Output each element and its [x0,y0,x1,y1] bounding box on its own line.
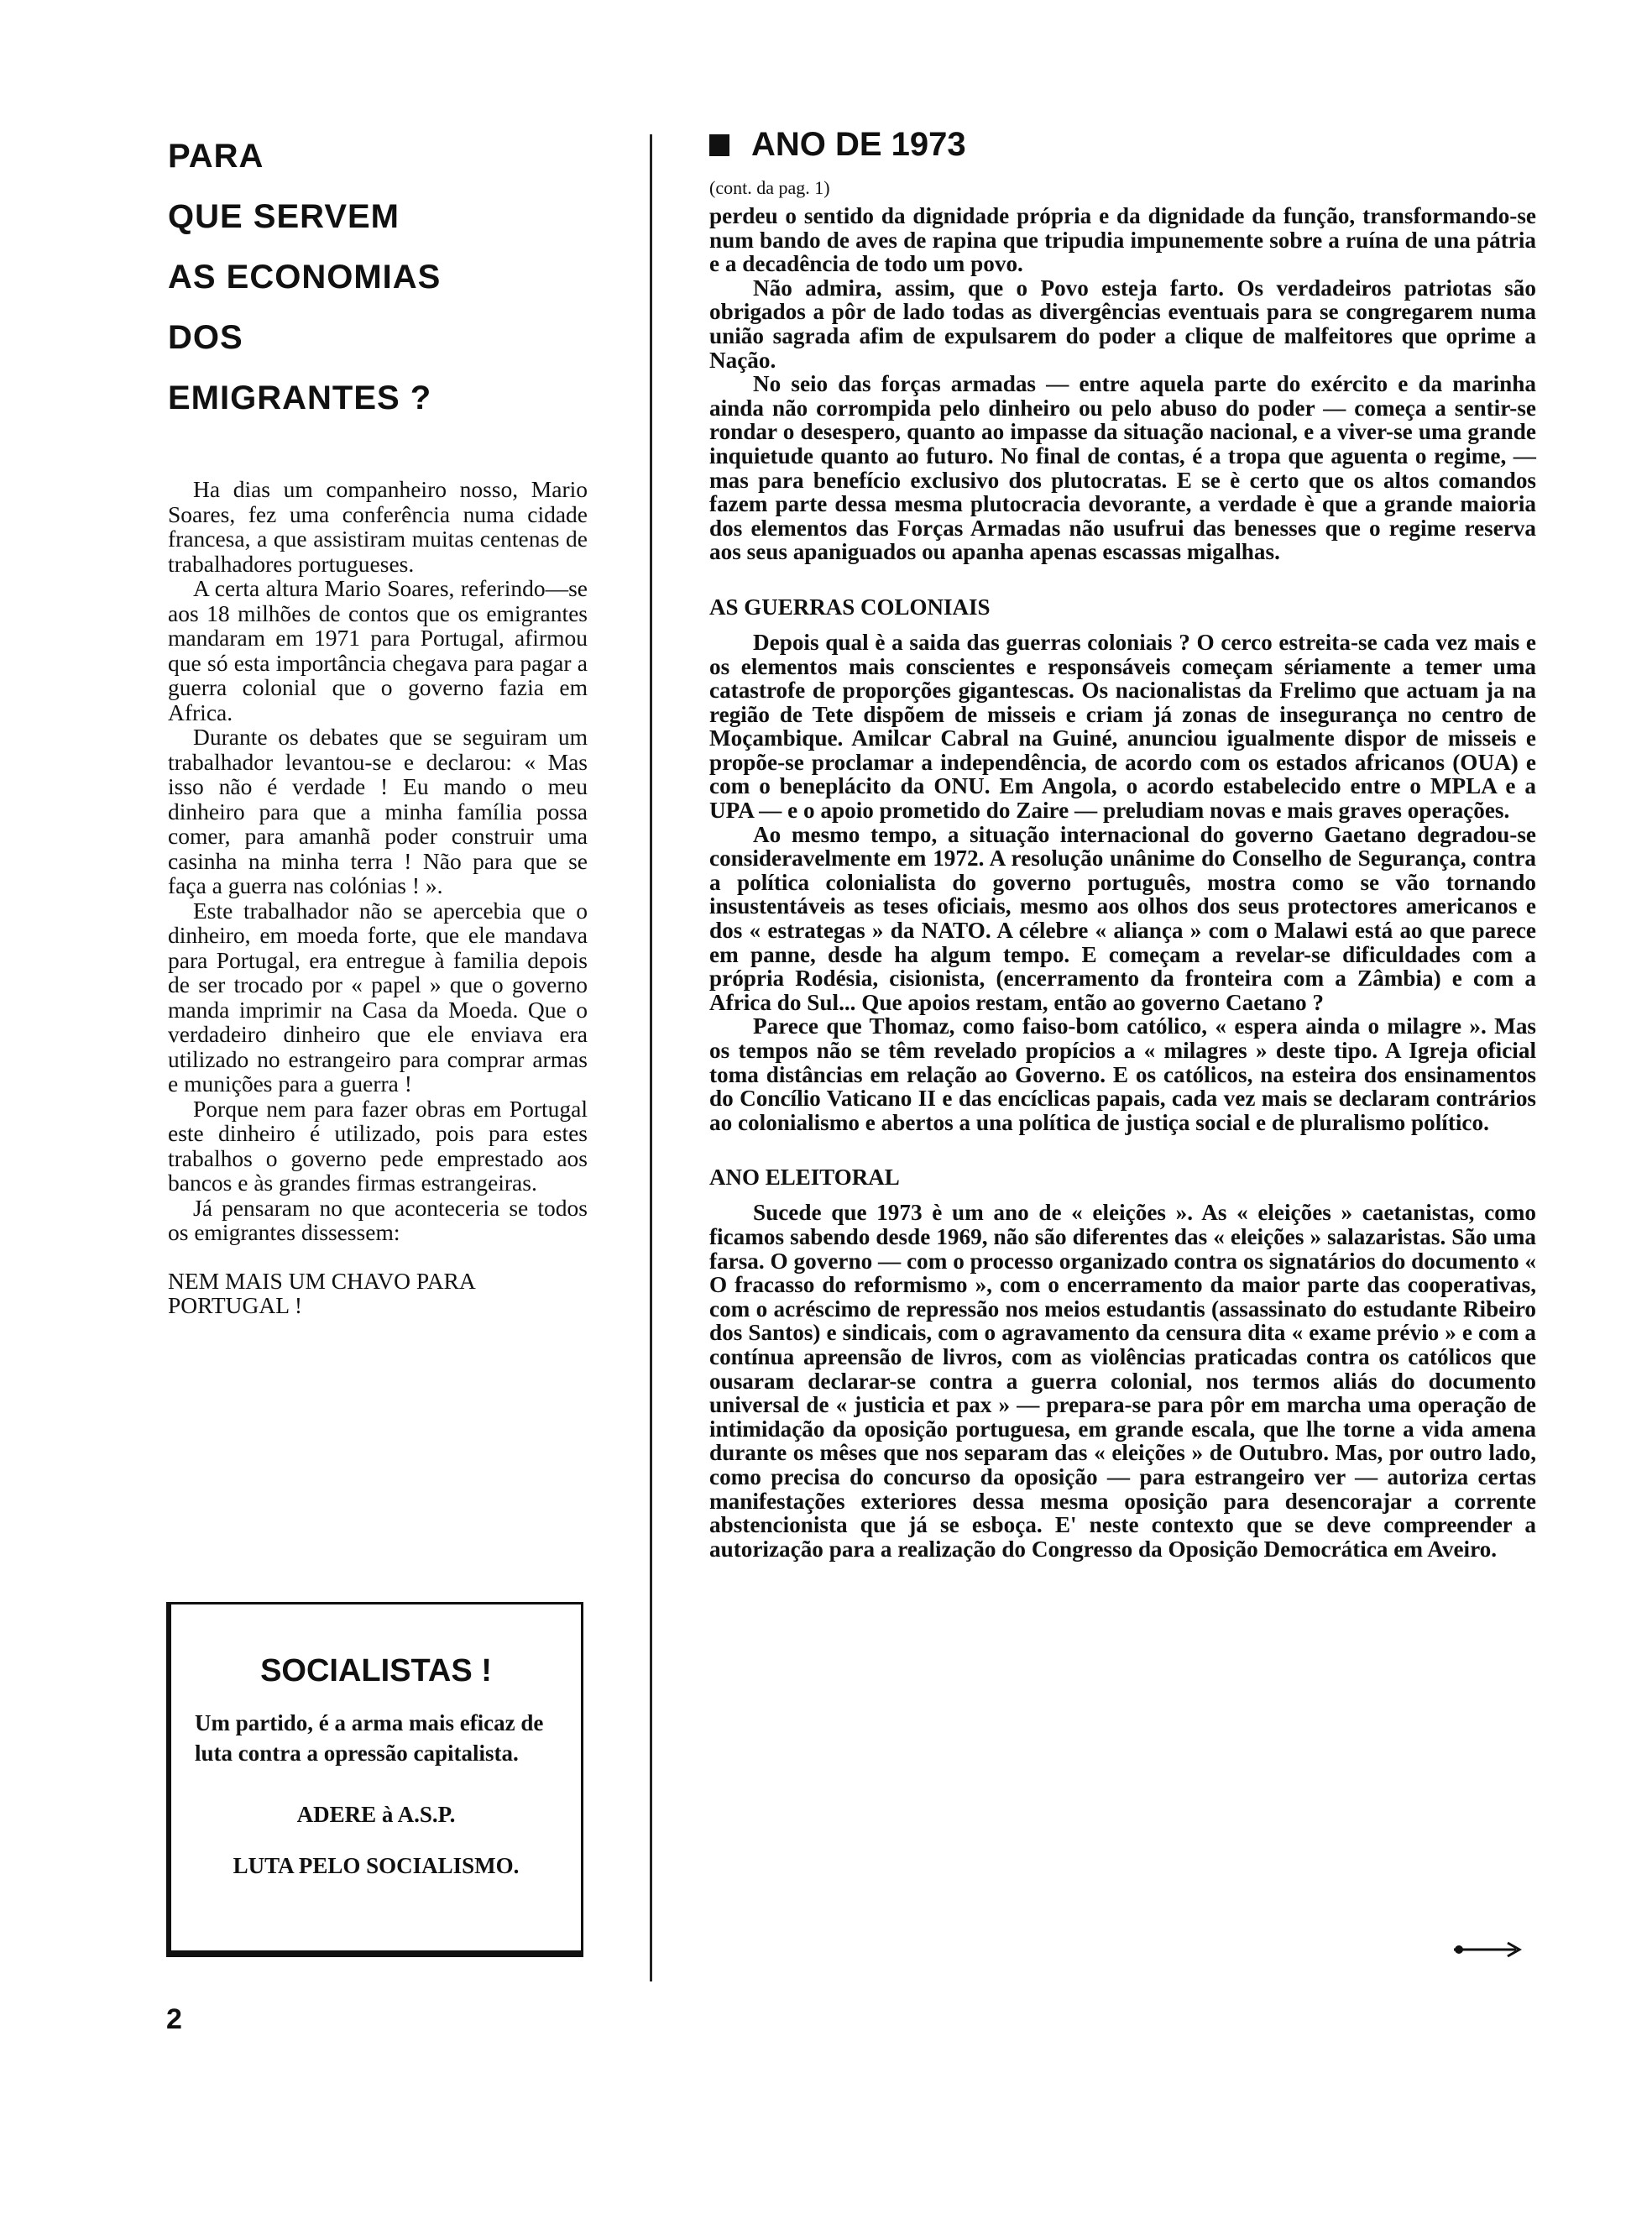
left-article-body [168,477,588,1318]
paragraph: A certa altura Mario Soares, referindo—se aos 18 milhões de contos que os emigrantes mandaram em 1971 para Portugal, afirmou que só esta importância chegava para pagar a guerra colonial que o governo fazia em Africa. [168,575,588,725]
paragraph: Ao mesmo tempo, a situação internacional do governo Gaetano degradou-se consideravelmente em 1972. A resolução unânime do Conselho de Segurança, contra a política colonialista do governo português, mostra como se vão tornando insustentáveis as teses oficiais, mesmo aos olhos dos seus protectores americanos e dos « estrategas » da NATO. A célebre « aliança » com o Malawi está ao que parece em panne, desde ha algum tempo. E começam a revelar-se dificuldades com a própria Rodésia, cisionista, (encerramento da fronteira com a Zâmbia) e com a Africa do Sul... Que apoios restam, então ao governo Caetano ? [709,821,1536,1015]
column-divider [650,134,652,1981]
paragraph: Depois qual è a saida das guerras coloniais ? O cerco estreita-se cada vez mais e os elementos mais conscientes e responsáveis começam sériamente a temer uma catastrofe de proporções gigantescas. Os nacionalistas da Frelimo que actuam ja na região de Tete dispõem de misseis e criam já zonas de insegurança no centro de Moçambique. Amilcar Cabral na Guiné, anunciou igualmente dispor de misseis e propõe-se proclamar a independência, de acordo com os estados africanos (OUA) e com o beneplácito da ONU. Em Angola, o acordo estabelecido entre o MPLA e a UPA — e o apoio prometido do Zaire — preludiam novas e mais graves operações. [709,629,1536,824]
continued-note: (cont. da pag. 1) [709,177,830,198]
section-heading: AS GUERRAS COLONIAIS [709,594,991,620]
paragraph: Ha dias um companheiro nosso, Mario Soares, fez uma conferência numa cidade francesa, a que assistiram muitas centenas de trabalhadores portugueses. [168,476,588,577]
square-bullet-icon [709,134,729,156]
socialistas-box [166,1602,583,1957]
paragraph: Parece que Thomaz, como faiso-bom católico, « espera ainda o milagre ». Mas os tempos não se têm revelado propícios a « milagres » deste tipo. A Igreja oficial toma distâncias em relação ao Governo. E os católicos, na esteira dos ensinamentos do Concílio Vaticano II e das encíclicas papais, cada vez mais se declaram contrários ao colonialismo e abertos a una política de justiça social e de pluralismo político. [709,1013,1536,1135]
paragraph: Porque nem para fazer obras em Portugal este dinheiro é utilizado, pois para estes trabalhos o governo pede emprestado aos bancos e às grandes firmas estrangeiras. [168,1095,588,1196]
paragraph: Este trabalhador não se apercebia que o dinheiro, em moeda forte, que ele mandava para Portugal, era entregue à familia depois de ser trocado por « papel » que o governo manda imprimir na Casa da Moeda. Que o verdadeiro dinheiro que ele enviava era utilizado no estrangeiro para comprar armas e munições para a guerra ! [168,897,588,1097]
page-number: 2 [166,2003,182,2035]
paragraph: Sucede que 1973 è um ano de « eleições ». As « eleições » caetanistas, como ficamos sabendo desde 1969, não são diferentes das « eleições » salazaristas. São uma farsa. O governo — com o processo organizado contra os signatários do documento « O fracasso do reformismo », com o encerramento da maior parte das cooperativas, com o acréscimo de repressão nos meios estudantis (assassinato do estudante Ribeiro dos Santos) e sindicais, com o agravamento da censura dita « exame prévio » e com a contínua apreensão de livros, com as violências praticadas contra os católicos que ousaram declarar-se contra a guerra colonial, nos termos aliás do documento universal de « justicia et pax » — prepara-se para pôr em marcha uma operação de intimidação da oposição portuguesa, em grande escala, que lhe torne a vida amena durante os mêses que nos separam das « eleições » de Outubro. Mas, por outro lado, como precisa do concurso da oposição — para estrangeiro ver — autoriza certas manifestações exteriores dessa mesma oposição para desencorajar a corrente abstencionista que já se esboça. E' neste contexto que se deve compreender a autorização para a realização do Congresso da Oposição Democrática em Aveiro. [709,1200,1536,1562]
left-column [168,126,588,1318]
headline-line: PARA [168,138,264,175]
box-title: SOCIALISTAS ! [260,1653,492,1688]
article-title [709,126,1536,164]
paragraph: Não admira, assim, que o Povo esteja farto. Os verdadeiros patriotas são obrigados a pôr de lado todas as divergências eventuais para se congregarem numa união sagrada afim de expulsarem do poder a clique de malfeitores que oprime a Nação. [709,275,1536,373]
headline-line: QUE SERVEM [168,198,400,235]
paragraph: Durante os debates que se seguiram um trabalhador levantou-se e declarou: « Mas isso não é verdade ! Eu mando o meu dinheiro para que a minha família possa comer, para amanhã poder construir uma casinha na minha terra ! Não para que se faça a guerra nas colónias ! ». [168,724,588,898]
headline-line: EMIGRANTES ? [168,380,432,416]
article-title-text: ANO DE 1973 [751,126,966,163]
closing-slogan: NEM MAIS UM CHAVO PARA PORTUGAL ! [168,1267,475,1318]
box-line-luta: LUTA PELO SOCIALISMO. [233,1853,520,1878]
section-guerras-body [709,631,1536,1134]
paragraph: No seio das forças armadas — entre aquela parte do exército e da marinha ainda não corrompida pelo dinheiro ou pelo abuso do poder — começa a sentir-se rondar o desespero, quanto ao impasse da situação nacional, e a viver-se uma grande inquietude quanto ao futuro. No final de contas, é a tropa que aguenta o regime, — mas para benefício exclusivo dos plutocratas. E se è certo que os altos comandos fazem parte dessa mesma plutocracia devorante, a verdade è que a grande maioria dos elementos das Forças Armadas não usufrui das benesses que o regime reserva aos seus apaniguados ou apanha apenas escassas migalhas. [709,371,1536,565]
intro-body [709,204,1536,564]
headline-line: DOS [168,319,243,356]
left-headline [168,126,588,428]
box-line-adere: ADERE à A.S.P. [296,1802,456,1827]
section-heading: ANO ELEITORAL [709,1165,900,1191]
continue-arrow-icon [1451,1939,1526,1960]
section-eleitoral-body [709,1201,1536,1561]
paragraph: perdeu o sentido da dignidade própria e da dignidade da função, transformando-se num bando de aves de rapina que tripudia impunemente sobre a ruína de una pátria e a decadência de todo um povo. [709,203,1536,277]
box-slogan: Um partido, é a arma mais eficaz de luta contra a opressão capitalista. [195,1710,544,1766]
paragraph: Já pensaram no que aconteceria se todos os emigrantes dissessem: [168,1194,588,1245]
right-column [709,126,1536,1561]
headline-line: AS ECONOMIAS [168,259,442,296]
